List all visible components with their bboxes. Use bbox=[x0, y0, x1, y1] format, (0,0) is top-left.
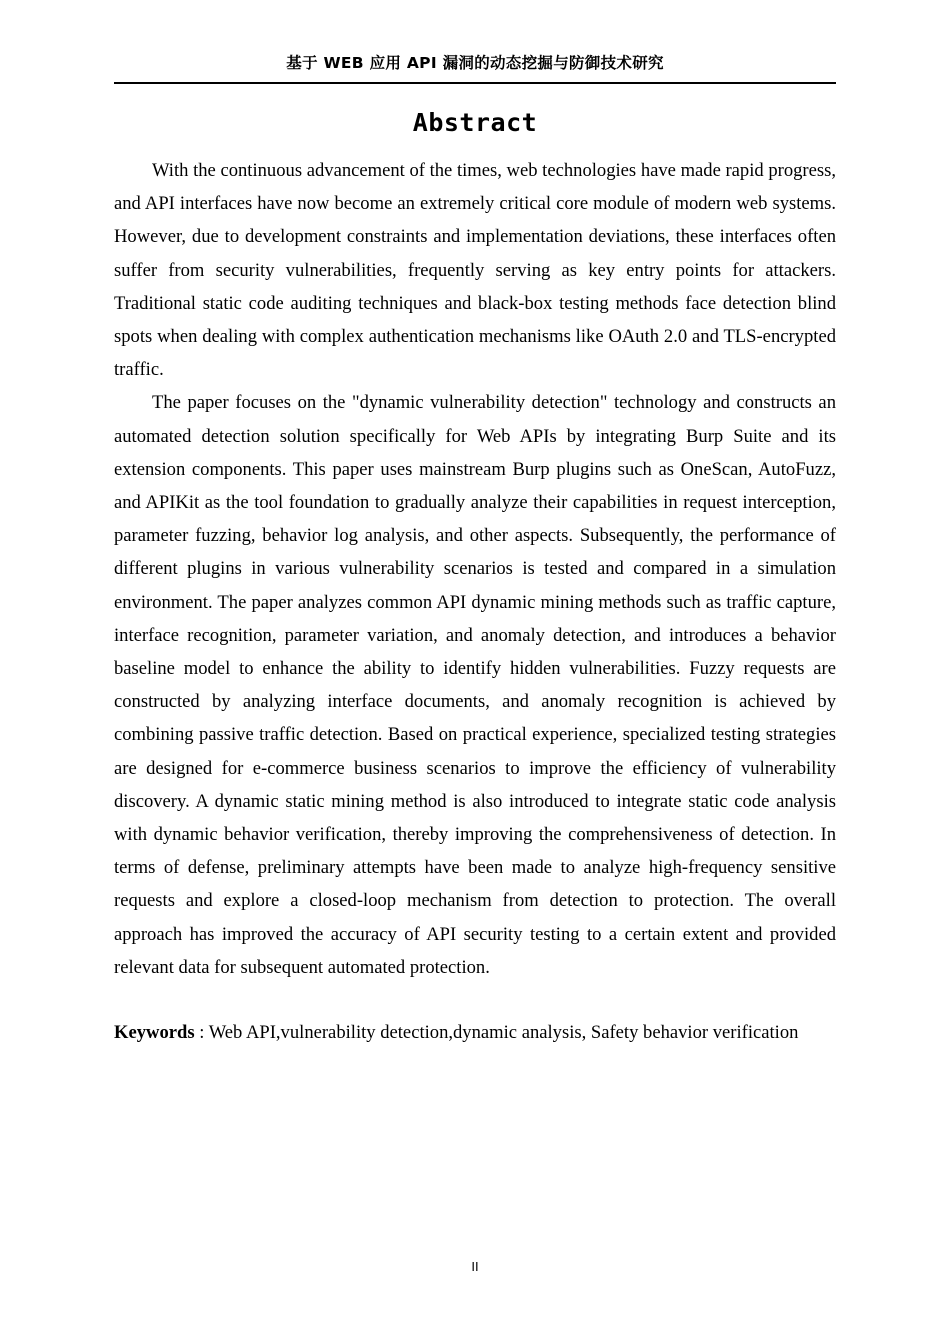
keywords-label: Keywords bbox=[114, 1022, 195, 1044]
keywords-value: Web API,vulnerability detection,dynamic analysis, Safety behavior verification bbox=[208, 1022, 799, 1044]
running-header bbox=[114, 52, 836, 74]
abstract-heading: Abstract bbox=[412, 108, 538, 137]
keywords-line bbox=[114, 1016, 836, 1049]
page-footer bbox=[0, 1258, 950, 1276]
header-divider-rule bbox=[114, 82, 836, 84]
abstract-paragraph-1: With the continuous advancement of the times, web technologies have made rapid progress, and API interfaces have now become an extremely critical core module of modern web systems. However, due to development constraints and implementation deviations, these interfaces often suffer from security vulnerabilities, frequently serving as key entry points for attackers. Traditional static code auditing techniques and black-box testing methods face detection blind spots when dealing with complex authentication mechanisms like OAuth 2.0 and TLS-encrypted traffic. bbox=[114, 160, 836, 381]
page-number: II bbox=[471, 1259, 479, 1274]
abstract-paragraph-2: The paper focuses on the "dynamic vulnerability detection" technology and constructs an automated detection solution specifically for Web APIs by integrating Burp Suite and its extension components. This paper uses mainstream Burp plugins such as OneScan, AutoFuzz, and APIKit as the tool foundation to gradually analyze their capabilities in request interception, parameter fuzzing, behavior log analysis, and other aspects. Subsequently, the performance of different plugins in various vulnerability scenarios is tested and compared in a simulation environment. The paper analyzes common API dynamic mining methods such as traffic capture, interface recognition, parameter variation, and anomaly detection, and introduces a behavior baseline model to enhance the ability to identify hidden vulnerabilities. Fuzzy requests are constructed by analyzing interface documents, and anomaly recognition is achieved by combining passive traffic detection. Based on practical experience, specialized testing strategies are designed for e-commerce business scenarios to improve the efficiency of vulnerability discovery. A dynamic static mining method is also introduced to integrate static code analysis with dynamic behavior verification, thereby improving the comprehensiveness of detection. In terms of defense, preliminary attempts have been made to analyze high-frequency sensitive requests and explore a closed-loop mechanism from detection to protection. The overall approach has improved the accuracy of API security testing to a certain extent and provided relevant data for subsequent automated protection. bbox=[114, 392, 836, 978]
page-content bbox=[114, 106, 836, 1049]
running-header-title: 基于 WEB 应用 API 漏洞的动态挖掘与防御技术研究 bbox=[286, 54, 664, 72]
keywords-separator: : bbox=[194, 1022, 209, 1044]
